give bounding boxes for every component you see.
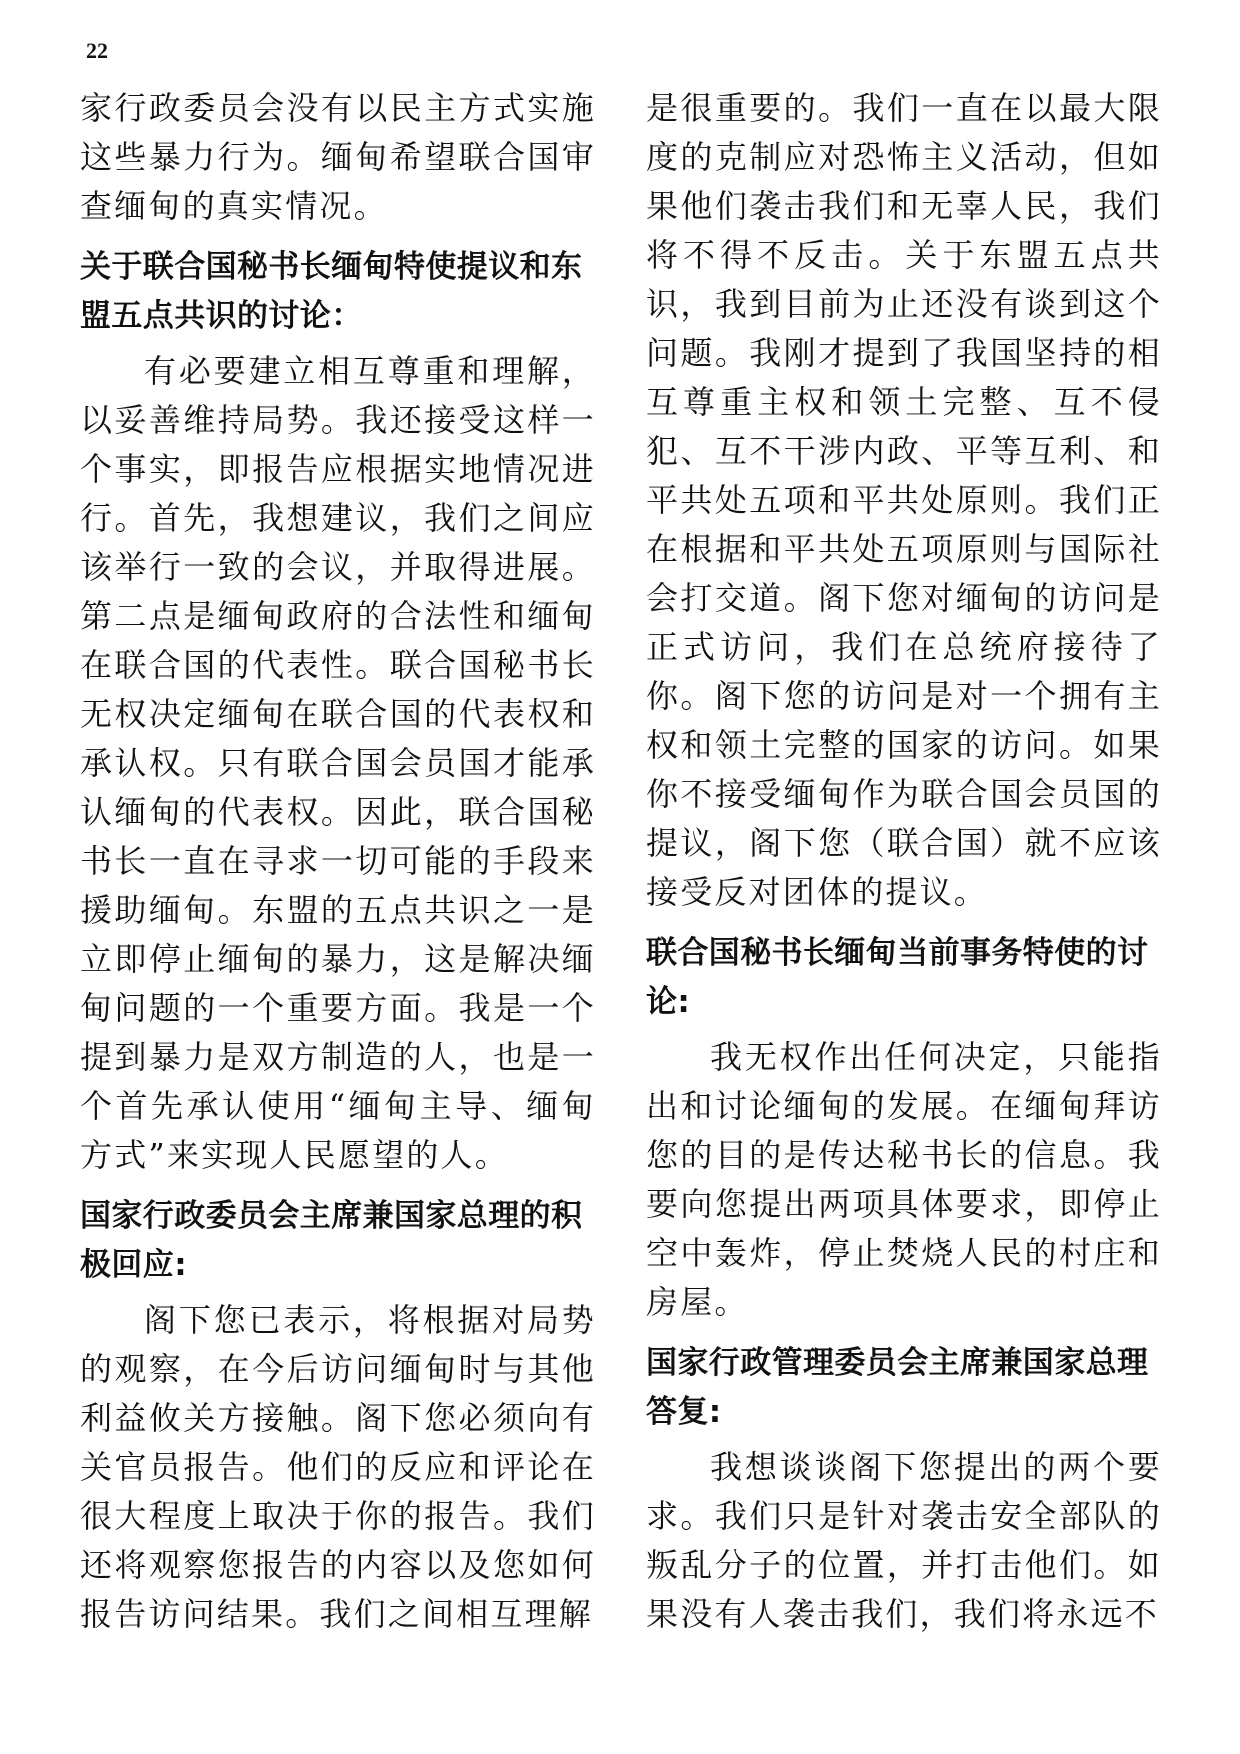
paragraph: 阁下您已表示，将根据对局势的观察，在今后访问缅甸时与其他利益攸关方接触。阁下您必须向有关官员报告。他们的反应和评论在很大程度上取决于你的报告。我们还将观察您报告的内容以及您如何报告访问结果。我们之间相互理解 xyxy=(80,1301,596,1633)
section-heading: 联合国秘书长缅甸当前事务特使的讨论: xyxy=(646,935,1149,1020)
paragraph: 有必要建立相互尊重和理解，以妥善维持局势。我还接受这样一个事实，即报告应根据实地情况进行。首先，我想建议，我们之间应该举行一致的会议，并取得进展。第二点是缅甸政府的合法性和缅甸在联合国的代表性。联合国秘书长无权决定缅甸在联合国的代表权和承认权。只有联合国会员国才能承认缅甸的代表权。因此，联合国秘书长一直在寻求一切可能的手段来援助缅甸。东盟的五点共识之一是立即停止缅甸的暴力，这是解决缅甸问题的一个重要方面。我是一个提到暴力是双方制造的人，也是一个首先承认使用“缅甸主导、缅甸方式”来实现人民愿望的人。 xyxy=(80,352,596,1174)
section-heading: 关于联合国秘书长缅甸特使提议和东盟五点共识的讨论： xyxy=(80,249,583,334)
paragraph: 家行政委员会没有以民主方式实施这些暴力行为。缅甸希望联合国审查缅甸的真实情况。 xyxy=(80,89,596,225)
left-column xyxy=(80,84,596,1639)
section-heading: 国家行政管理委员会主席兼国家总理答复: xyxy=(646,1345,1149,1430)
paragraph: 是很重要的。我们一直在以最大限度的克制应对恐怖主义活动，但如果他们袭击我们和无辜人民，我们将不得不反击。关于东盟五点共识，我到目前为止还没有谈到这个问题。我刚才提到了我国坚持的相互尊重主权和领土完整、互不侵犯、互不干涉内政、平等互利、和平共处五项和平共处原则。我们正在根据和平共处五项原则与国际社会打交道。阁下您对缅甸的访问是正式访问，我们在总统府接待了你。阁下您的访问是对一个拥有主权和领土完整的国家的访问。如果你不接受缅甸作为联合国会员国的提议，阁下您（联合国）就不应该接受反对团体的提议。 xyxy=(646,89,1162,911)
section-heading: 国家行政委员会主席兼国家总理的积极回应: xyxy=(80,1198,583,1283)
paragraph: 我想谈谈阁下您提出的两个要求。我们只是针对袭击安全部队的叛乱分子的位置，并打击他们。如果没有人袭击我们，我们将永远不 xyxy=(646,1448,1162,1633)
right-column xyxy=(646,84,1162,1639)
paragraph: 我无权作出任何决定，只能指出和讨论缅甸的发展。在缅甸拜访您的目的是传达秘书长的信息。我要向您提出两项具体要求，即停止空中轰炸，停止焚烧人民的村庄和房屋。 xyxy=(646,1038,1162,1321)
page-number: 22 xyxy=(86,38,108,63)
